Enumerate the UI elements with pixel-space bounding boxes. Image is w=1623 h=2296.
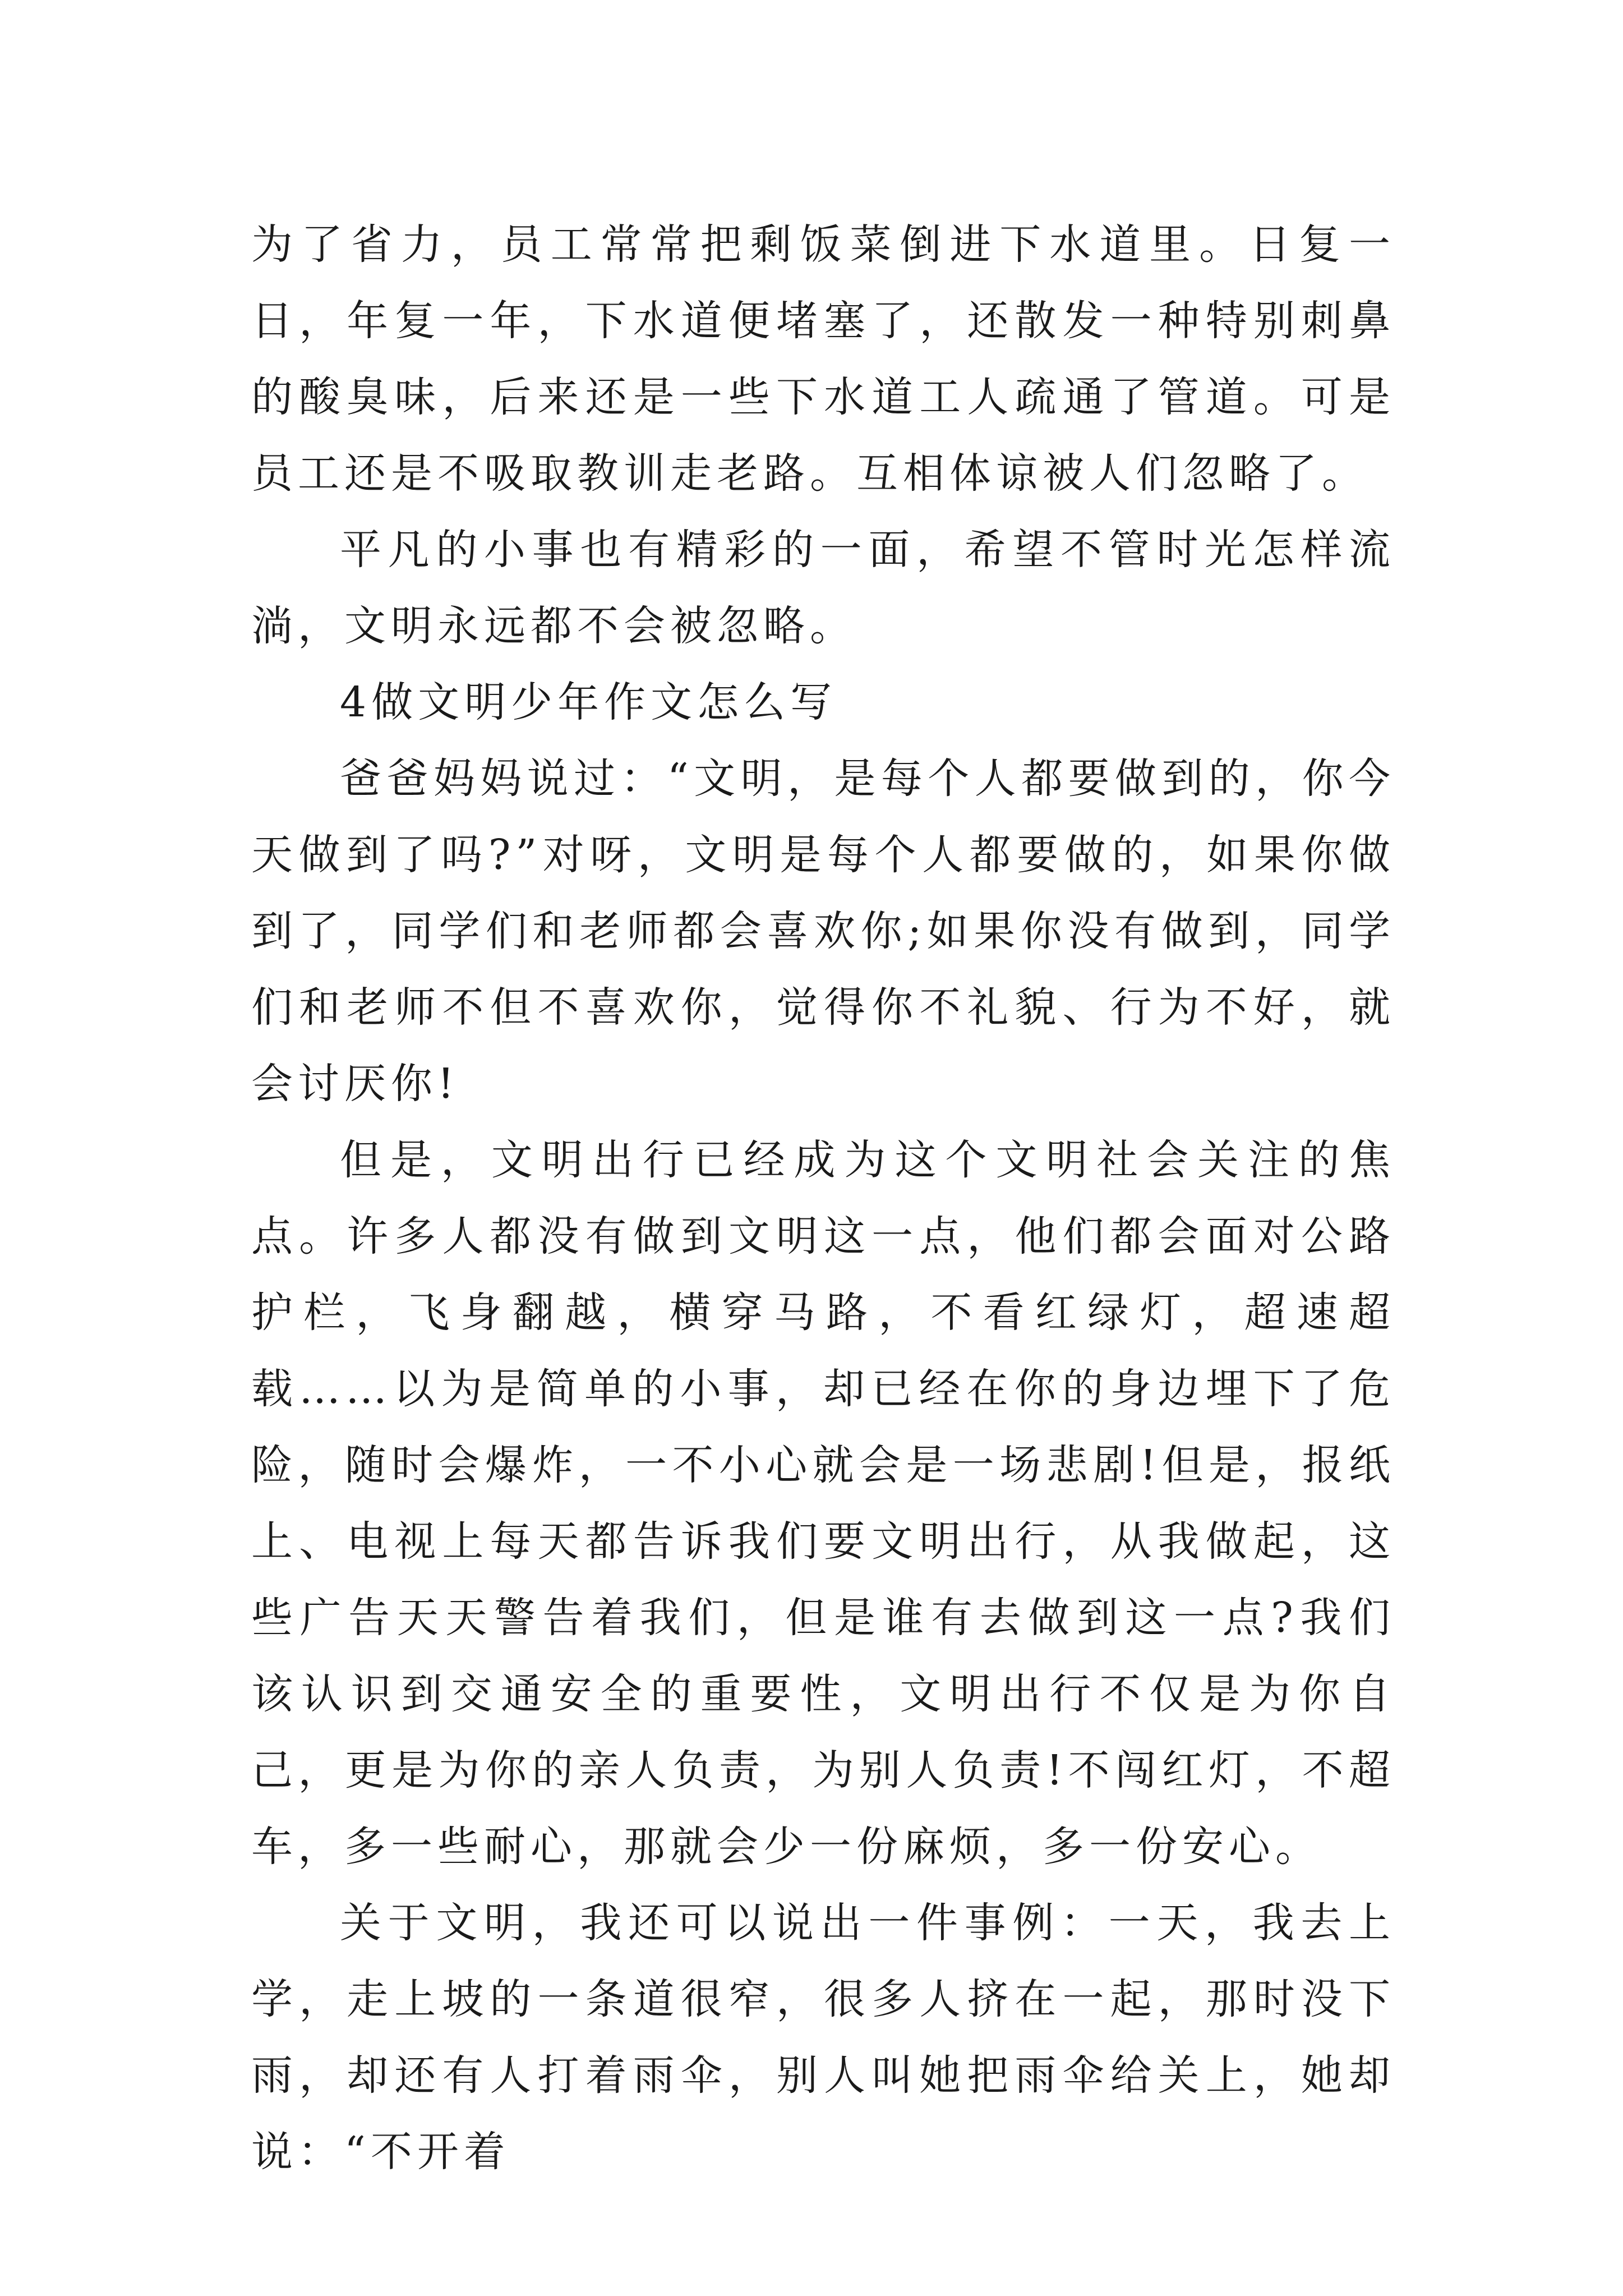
document-body: [251, 206, 1395, 2190]
paragraph-4: 但是，文明出行已经成为这个文明社会关注的焦点。许多人都没有做到文明这一点，他们都会面对公路护栏，飞身翻越，横穿马路，不看红绿灯，超速超载……以为是简单的小事，却已经在你的身边埋下了危险，随时会爆炸，一不小心就会是一场悲剧!但是，报纸上、电视上每天都告诉我们要文明出行，从我做起，这些广告天天警告着我们，但是谁有去做到这一点?我们该认识到交通安全的重要性，文明出行不仅是为你自己，更是为你的亲人负责，为别人负责!不闯红灯，不超车，多一些耐心，那就会少一份麻烦，多一份安心。: [251, 1136, 1395, 1871]
section-heading: 4做文明少年作文怎么写: [340, 678, 837, 726]
paragraph-5: 关于文明，我还可以说出一件事例：一天，我去上学，走上坡的一条道很窄，很多人挤在一起，那时没下雨，却还有人打着雨伞，别人叫她把雨伞给关上，她却说：“不开着: [251, 1899, 1395, 2176]
paragraph-2: 平凡的小事也有精彩的一面，希望不管时光怎样流淌，文明永远都不会被忽略。: [251, 526, 1395, 650]
paragraph-1: 为了省力，员工常常把剩饭菜倒进下水道里。日复一日，年复一年，下水道便堵塞了，还散发一种特别刺鼻的酸臭味，后来还是一些下水道工人疏通了管道。可是员工还是不吸取教训走老路。互相体谅被人们忽略了。: [251, 220, 1395, 498]
paragraph-3: 爸爸妈妈说过：“文明，是每个人都要做到的，你今天做到了吗?”对呀，文明是每个人都要做的，如果你做到了，同学们和老师都会喜欢你;如果你没有做到，同学们和老师不但不喜欢你，觉得你不礼貌、行为不好，就会讨厌你!: [251, 754, 1395, 1108]
